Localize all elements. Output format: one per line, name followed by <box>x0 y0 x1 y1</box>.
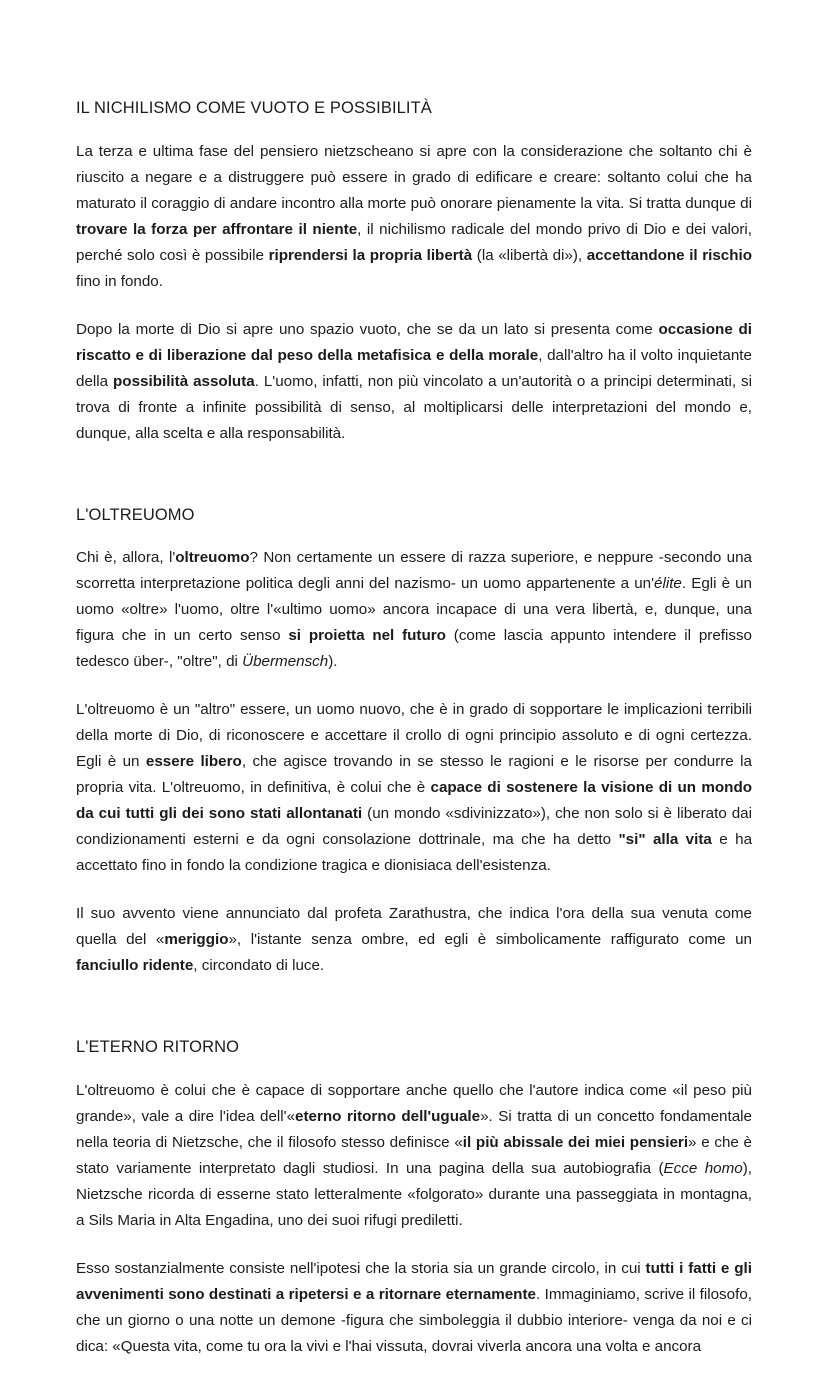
text-run: Il suo avvento viene annunciato dal profeta Zarathustra, che indica l'ora della sua venuta come quella del « <box>76 905 752 949</box>
emphasis-bold: trovare la forza per affrontare il niente <box>76 220 358 238</box>
text-run: ), Nietzsche ricorda di esserne stato letteralmente «folgorato» durante una passeggiata in montagna, a Sils Maria in Alta Engadina, uno dei suoi rifugi prediletti. <box>76 1159 752 1229</box>
text-run: », l'istante senza ombre, ed egli è simbolicamente raffigurato come un <box>228 931 752 949</box>
text-run: L'oltreuomo è un "altro" essere, un uomo nuovo, che è in grado di sopportare le implicazioni terribili della morte di Dio, di riconoscere e accettare il crollo di ogni principio assoluto e di ogni certezza. Egli è un <box>76 701 752 771</box>
emphasis-bold: occasione di riscatto e di liberazione dal peso della metafisica e della morale <box>76 320 752 364</box>
emphasis-bold: tutti i fatti e gli avvenimenti sono destinati a ripetersi e a ritornare eternamente <box>76 1259 752 1303</box>
emphasis-bold: possibilità assoluta <box>113 372 255 390</box>
emphasis-italic: Ecce homo <box>663 1159 743 1177</box>
section-heading-eterno-ritorno: L'ETERNO RITORNO <box>76 1038 240 1057</box>
text-run: . Egli è un uomo «oltre» l'uomo, oltre l'«ultimo uomo» ancora incapace di una vera libertà, e, dunque, una figura che in un certo senso <box>76 575 753 645</box>
paragraph-nichilismo-p1 <box>76 139 752 295</box>
emphasis-bold: si proietta nel futuro <box>288 627 446 645</box>
paragraph-eterno-ritorno-p1 <box>76 1078 752 1234</box>
text-run: , dall'altro ha il volto inquietante della <box>76 346 752 390</box>
text-run: ? Non certamente un essere di razza superiore, e neppure -secondo una scorretta interpretazione politica degli anni del nazismo- un uomo appartenente a un' <box>76 549 752 593</box>
text-run: La terza e ultima fase del pensiero nietzscheano si apre con la considerazione che soltanto chi è riuscito a negare e a distruggere può essere in grado di edificare e creare: soltanto colui che ha maturato il coraggio di andare incontro alla morte può onorare pienamente la vita. Si tratta dunque di <box>76 142 752 212</box>
section-nichilismo <box>76 98 752 447</box>
emphasis-bold: oltreuomo <box>175 549 250 567</box>
paragraph-oltreuomo-p1 <box>76 545 752 675</box>
emphasis-bold: capace di sostenere la visione di un mondo da cui tutti gli dei sono stati allontanati <box>76 779 752 823</box>
text-run: fino in fondo. <box>76 272 163 290</box>
text-run: » e che è stato variamente interpretato dagli studiosi. In una pagina della sua autobiografia ( <box>76 1133 752 1177</box>
text-run: e ha accettato fino in fondo la condizione tragica e dionisiaca dell'esistenza. <box>76 831 753 875</box>
paragraph-oltreuomo-p3 <box>76 901 752 979</box>
text-run: Chi è, allora, l' <box>76 549 176 567</box>
text-run: ). <box>328 653 338 671</box>
text-run: (la «libertà di»), <box>472 246 587 264</box>
emphasis-bold: riprendersi la propria libertà <box>268 246 473 264</box>
paragraph-oltreuomo-p2 <box>76 697 752 879</box>
text-run: (come lascia appunto intendere il prefisso tedesco über-, "oltre", di <box>76 627 752 671</box>
text-run: . L'uomo, infatti, non più vincolato a un'autorità o a principi determinati, si trova di fronte a infinite possibilità di senso, al moltiplicarsi delle interpretazioni del mondo e, dunque, alla scelta e alla responsabilità. <box>76 372 753 442</box>
emphasis-bold: meriggio <box>164 931 229 949</box>
emphasis-bold: essere libero <box>145 753 242 771</box>
emphasis-bold: eterno ritorno dell'uguale <box>295 1107 481 1125</box>
text-run: , il nichilismo radicale del mondo privo di Dio e dei valori, perché solo così è possibile <box>76 220 752 264</box>
text-run: Dopo la morte di Dio si apre uno spazio vuoto, che se da un lato si presenta come <box>76 320 659 338</box>
emphasis-bold: il più abissale dei miei pensieri <box>462 1133 689 1151</box>
text-run: , che agisce trovando in se stesso le ragioni e le risorse per condurre la propria vita. L'oltreuomo, in definitiva, è colui che è <box>76 753 752 797</box>
text-run: . Immaginiamo, scrive il filosofo, che un giorno o una notte un demone -figura che simboleggia il dubbio interiore- venga da noi e ci dica: «Questa vita, come tu ora la vivi e l'hai vissuta, dovrai viverla ancora una volta e ancora <box>76 1285 752 1355</box>
section-oltreuomo <box>76 505 752 980</box>
text-run: , circondato di luce. <box>193 957 325 975</box>
emphasis-italic: Übermensch <box>242 653 329 671</box>
section-heading-nichilismo: IL NICHILISMO COME VUOTO E POSSIBILITÀ <box>76 99 432 117</box>
text-run: L'oltreuomo è colui che è capace di sopportare anche quello che l'autore indica come «il peso più grande», vale a dire l'idea dell'« <box>76 1081 752 1125</box>
emphasis-bold: accettandone il rischio <box>586 246 753 264</box>
section-heading-oltreuomo: L'OLTREUOMO <box>76 505 195 524</box>
text-run: (un mondo «sdivinizzato»), che non solo si è liberato dai condizionamenti esterni e da ogni consolazione dottrinale, ma che ha detto <box>76 805 753 849</box>
section-eterno-ritorno <box>76 1037 752 1360</box>
emphasis-bold: "si" alla vita <box>618 831 712 849</box>
text-run: ». Si tratta di un concetto fondamentale nella teoria di Nietzsche, che il filosofo stesso definisce « <box>76 1107 752 1151</box>
emphasis-italic: élite <box>654 575 682 593</box>
emphasis-bold: fanciullo ridente <box>76 957 194 975</box>
text-run: Esso sostanzialmente consiste nell'ipotesi che la storia sia un grande circolo, in cui <box>76 1259 646 1277</box>
paragraph-nichilismo-p2 <box>76 317 752 447</box>
paragraph-eterno-ritorno-p2 <box>76 1256 752 1360</box>
